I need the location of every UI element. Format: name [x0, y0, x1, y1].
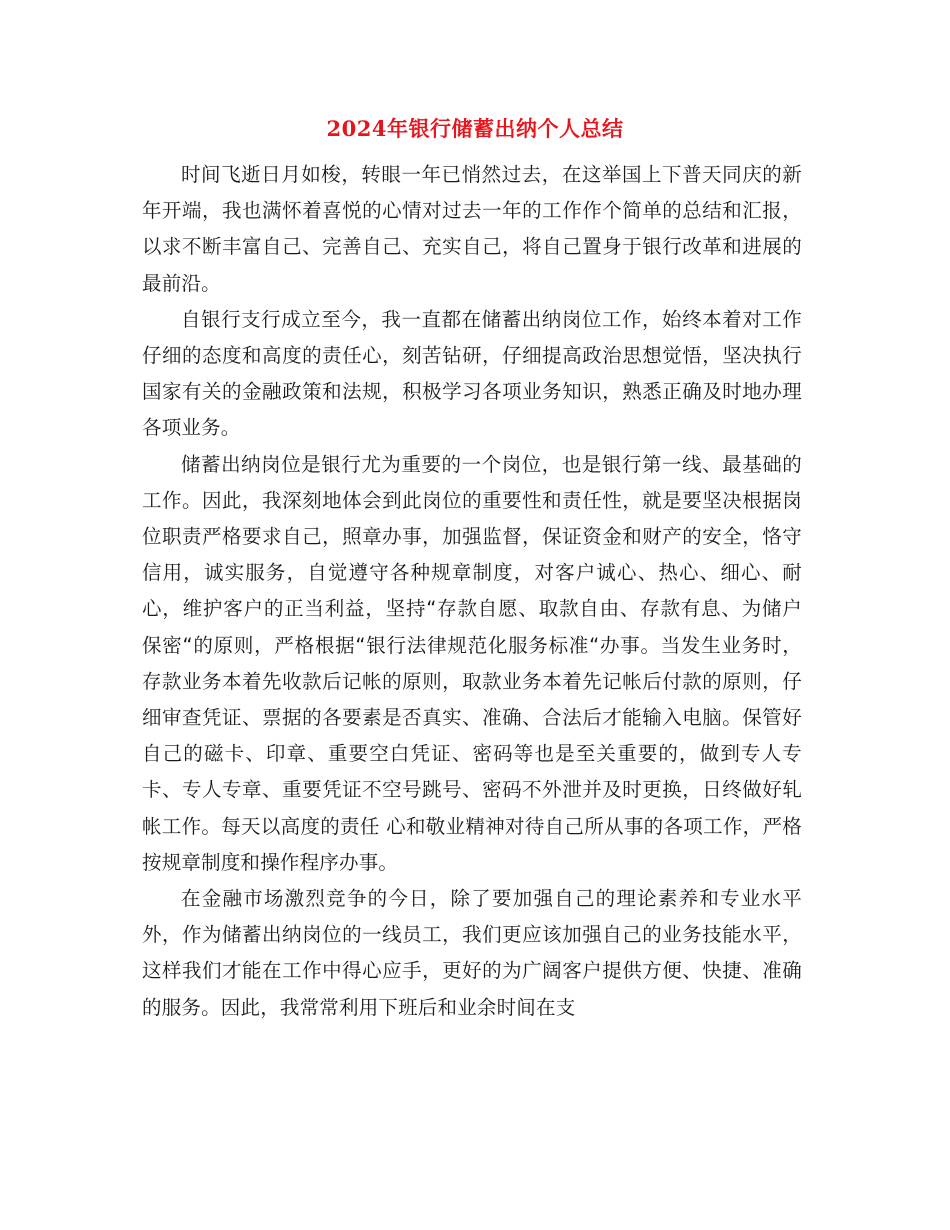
document-title: 2024年银行储蓄出纳个人总结: [326, 116, 624, 141]
paragraph: 在金融市场激烈竞争的今日，除了要加强自己的理论素养和专业水平外，作为储蓄出纳岗位的一线员工，我们更应该加强自己的业务技能水平，这样我们才能在工作中得心应手，更好的为广阔客户提供方便、快捷、准确的服务。因此，我常常利用下班后和业余时间在支: [142, 887, 802, 1019]
paragraph: 时间飞逝日月如梭，转眼一年已悄然过去，在这举国上下普天同庆的新年开端，我也满怀着喜悦的心情对过去一年的工作作个简单的总结和汇报，以求不断丰富自己、完善自己、充实自己，将自己置身于银行改革和进展的最前沿。: [142, 163, 802, 295]
paragraph: 储蓄出纳岗位是银行尤为重要的一个岗位，也是银行第一线、最基础的工作。因此，我深刻地体会到此岗位的重要性和责任性，就是要坚决根据岗位职责严格要求自己，照章办事，加强监督，保证资金和财产的安全，恪守信用，诚实服务，自觉遵守各种规章制度，对客户诚心、热心、细心、耐心，维护客户的正当利益，坚持“存款自愿、取款自由、存款有息、为储户保密“的原则，严格根据“银行法律规范化服务标准“办事。当发生业务时，存款业务本着先收款后记帐的原则，取款业务本着先记帐后付款的原则，仔细审查凭证、票据的各要素是否真实、准确、合法后才能输入电脑。保管好自己的磁卡、印章、重要空白凭证、密码等也是至关重要的，做到专人专卡、专人专章、重要凭证不空号跳号、密码不外泄并及时更换，日终做好轧帐工作。每天以高度的责任 心和敬业精神对待自己所从事的各项工作，严格按规章制度和操作程序办事。: [142, 452, 802, 874]
paragraph: 自银行支行成立至今，我一直都在储蓄出纳岗位工作，始终本着对工作仔细的态度和高度的责任心，刻苦钻研，仔细提高政治思想觉悟，坚决执行国家有关的金融政策和法规，积极学习各项业务知识，熟悉正确及时地办理各项业务。: [142, 307, 802, 440]
document-body: [142, 157, 802, 1026]
